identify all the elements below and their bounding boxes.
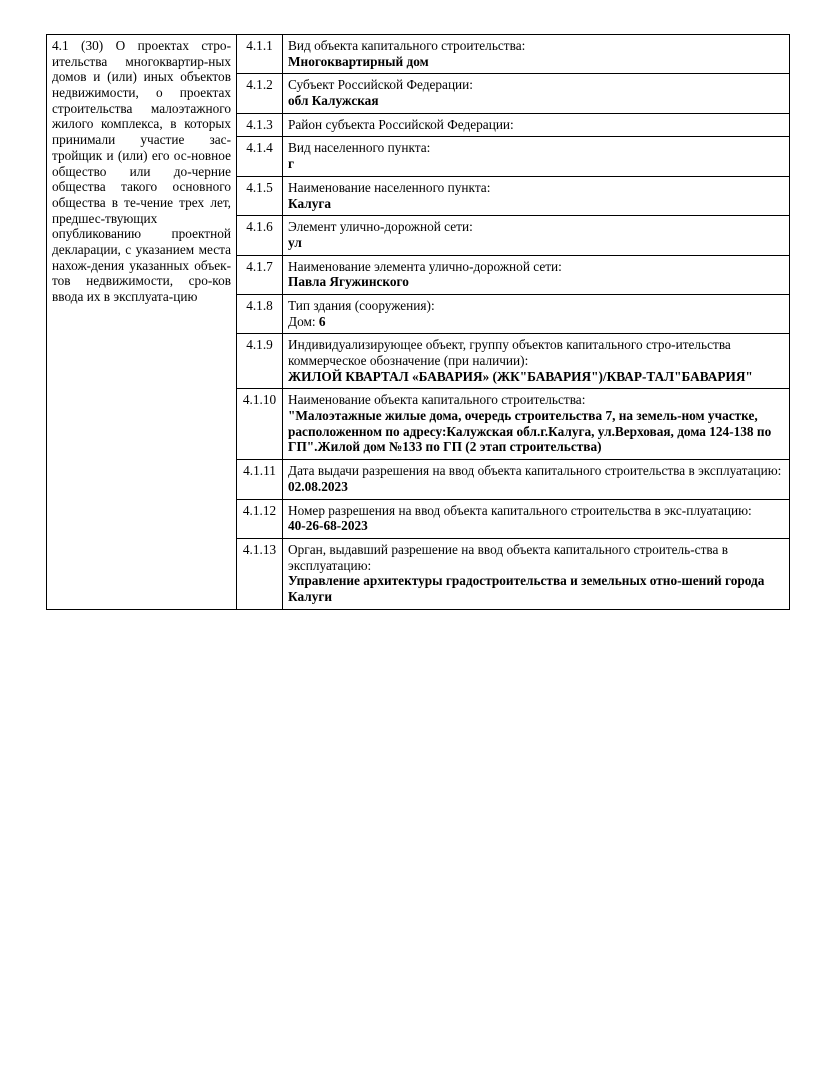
row-content (283, 137, 790, 176)
row-answer: 40-26-68-2023 (288, 518, 368, 534)
row-number: 4.1.13 (237, 538, 283, 609)
row-question: Элемент улично-дорожной сети: (288, 219, 473, 235)
row-content (283, 35, 790, 74)
row-content (283, 294, 790, 333)
row-number: 4.1.5 (237, 176, 283, 215)
row-answer: ул (288, 234, 302, 250)
row-content (283, 538, 790, 609)
row-answer: "Малоэтажные жилые дома, очередь строительства 7, на земель-ном участке, расположенном по адресу:Калужская обл.г.Калуга, ул.Верховая, дома 124-138 по ГП".Жилой дом №133 по ГП (2 этап строительства) (288, 408, 772, 455)
row-question: Вид объекта капитального строительства: (288, 38, 526, 53)
row-answer: г (288, 156, 295, 172)
row-content (283, 389, 790, 460)
row-number: 4.1.12 (237, 499, 283, 538)
row-question: Район субъекта Российской Федерации: (288, 116, 514, 132)
row-question: Дата выдачи разрешения на ввод объекта капитального строительства в эксплуатацию: (288, 463, 782, 479)
row-number: 4.1.9 (237, 334, 283, 389)
row-answer: Калуга (288, 195, 332, 211)
row-question: Орган, выдавший разрешение на ввод объекта капитального строитель-ства в эксплуатацию: (288, 541, 728, 573)
row-question: Вид населенного пункта: (288, 140, 431, 156)
row-answer: 02.08.2023 (288, 478, 348, 494)
row-number: 4.1.1 (237, 35, 283, 74)
row-answer: ЖИЛОЙ КВАРТАЛ «БАВАРИЯ» (ЖК"БАВАРИЯ")/КВАР-ТАЛ"БАВАРИЯ" (288, 368, 753, 384)
row-number: 4.1.3 (237, 113, 283, 137)
row-content (283, 334, 790, 389)
row-question: Тип здания (сооружения): (288, 297, 435, 313)
row-content (283, 255, 790, 294)
row-answer: Управление архитектуры градостроительства и земельных отно-шений города Калуги (288, 573, 765, 604)
row-content (283, 74, 790, 113)
row-answer: Павла Ягужинского (288, 274, 409, 290)
row-content (283, 499, 790, 538)
row-number: 4.1.8 (237, 294, 283, 333)
row-number: 4.1.4 (237, 137, 283, 176)
row-answer: Многоквартирный дом (288, 53, 429, 69)
table-row (47, 35, 790, 74)
row-question: Субъект Российской Федерации: (288, 77, 473, 93)
row-question: Наименование населенного пункта: (288, 179, 491, 195)
project-declaration-table (46, 34, 790, 610)
row-content (283, 176, 790, 215)
row-number: 4.1.2 (237, 74, 283, 113)
row-number: 4.1.11 (237, 460, 283, 499)
row-content (283, 216, 790, 255)
row-question: Индивидуализирующее объект, группу объектов капитального стро-ительства коммерческое обозначение (при наличии): (288, 337, 731, 368)
row-answer-prefix: Дом: (288, 313, 319, 329)
row-question: Наименование элемента улично-дорожной сети: (288, 258, 562, 274)
section-label-cell: 4.1 (30) О проектах стро-ительства многоквартир-ных домов и (или) иных объектов недвижимости, о проектах строительства малоэтажного жилого комплекса, в которых принимали участие зас-тройщик и (или) его ос-новное общество или до-черние общества такого основного общества в те-чение трех лет, предшес-твующих опубликованию проектной декларации, с указанием места нахож-дения указанных объек-тов недвижимости, сро-ков ввода их в эксплуата-цию (47, 35, 237, 610)
row-content (283, 113, 790, 137)
row-number: 4.1.10 (237, 389, 283, 460)
row-number: 4.1.7 (237, 255, 283, 294)
row-content (283, 460, 790, 499)
row-question: Наименование объекта капитального строительства: (288, 392, 586, 408)
row-answer: обл Калужская (288, 93, 379, 109)
row-number: 4.1.6 (237, 216, 283, 255)
row-question: Номер разрешения на ввод объекта капитального строительства в экс-плуатацию: (288, 502, 752, 518)
row-answer: 6 (318, 313, 326, 329)
